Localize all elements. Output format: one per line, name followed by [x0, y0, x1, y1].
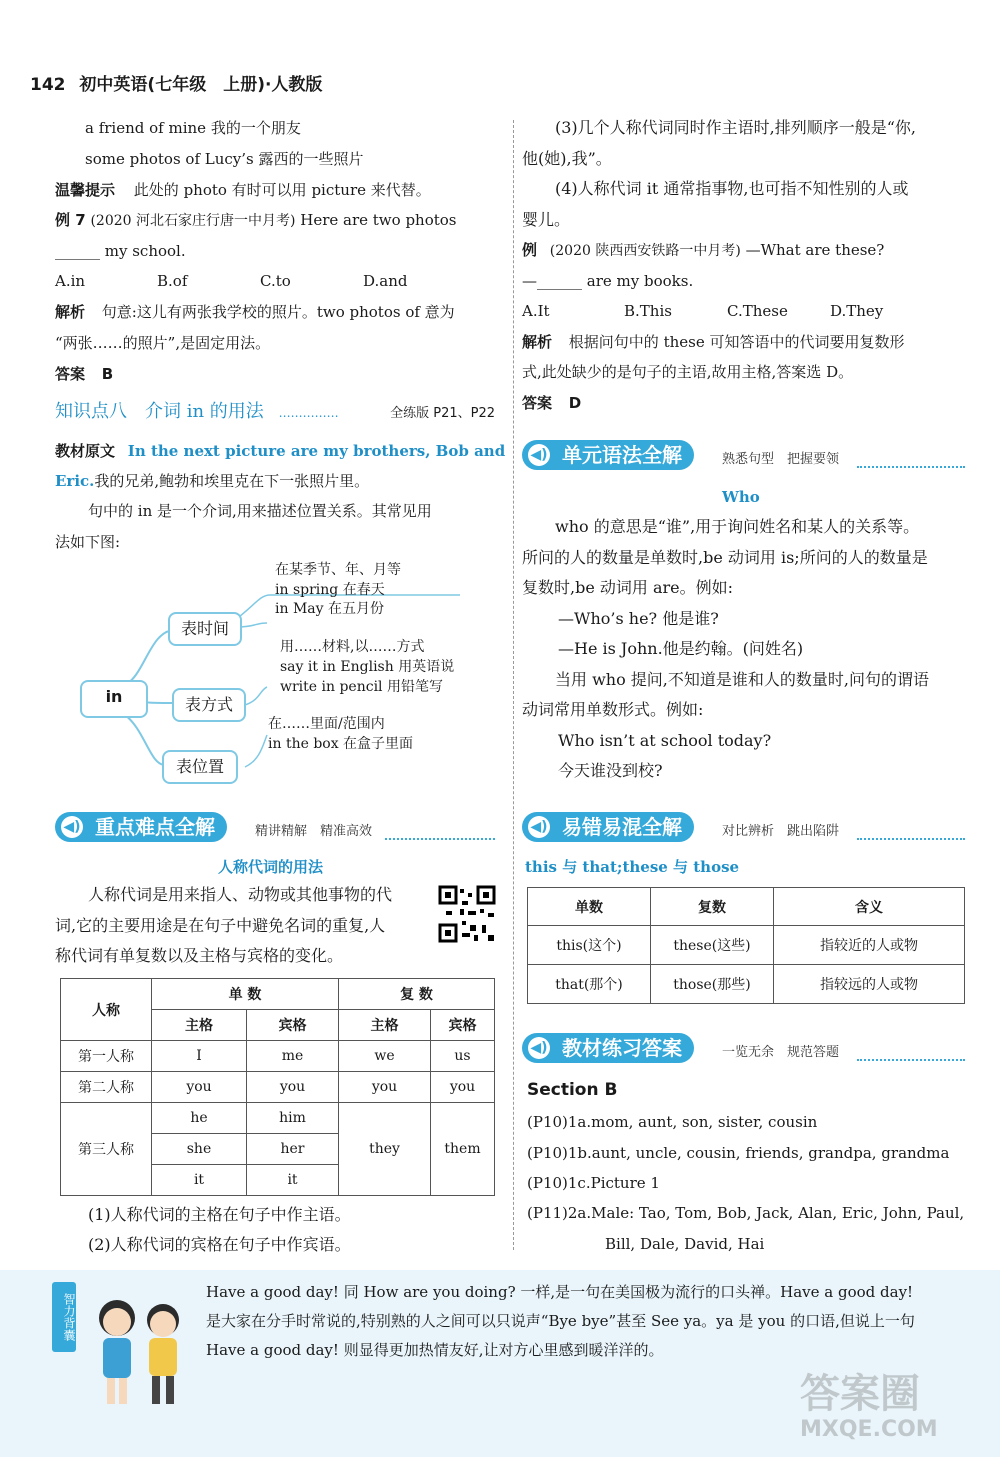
paragraph: 当用 who 提问,不知道是谁和人的数量时,问句的谓语 [555, 670, 929, 689]
watermark-url: MXQE.COM [800, 1417, 938, 1442]
knowledge-point-title: 知识点八 介词 in 的用法 [55, 401, 264, 422]
banner-title: 重点难点全解 [95, 815, 215, 839]
watermark [800, 1372, 990, 1452]
option: A.in [55, 272, 86, 290]
analysis-text-2: “两张……的照片”,是固定用法。 [55, 334, 271, 352]
option: C.These [727, 302, 788, 320]
mindmap-detail: say it in English 用英语说 [280, 659, 455, 675]
table-cell: you [247, 1072, 339, 1103]
table-cell: that(那个) [528, 965, 651, 1004]
tip-text: 此处的 photo 有时可以用 picture 来代替。 [133, 181, 431, 199]
textbook-chinese: 我的兄弟,鲍勃和埃里克在下一张照片里。 [94, 472, 370, 490]
paragraph: 复数时,be 动词用 are。例如: [522, 578, 734, 597]
note-line: (1)人称代词的主格在句子中作主语。 [88, 1205, 351, 1224]
table-row [528, 965, 965, 1004]
table-header: 人称 [61, 979, 152, 1041]
textbook-english-2: Eric. [55, 472, 95, 490]
mindmap-detail: write in pencil 用铅笔写 [280, 679, 443, 695]
table-header: 主格 [152, 1010, 247, 1041]
table-row [61, 1072, 495, 1103]
banner-dots [385, 838, 495, 840]
analysis-label: 解析 [522, 333, 553, 351]
table-cell: she [152, 1134, 247, 1165]
example-source: (2020 陕西西安铁路一中月考) [549, 243, 741, 259]
paragraph: 动词常用单数形式。例如: [522, 700, 704, 719]
table-cell: you [431, 1072, 495, 1103]
paragraph: 所问的人的数量是单数时,be 动词用 is;所问的人的数量是 [522, 548, 928, 567]
table-row [61, 1041, 495, 1072]
analysis-text: 根据问句中的 these 可知答语中的代词要用复数形 [568, 333, 905, 351]
table-row [528, 926, 965, 965]
example-question-2: —______ are my books. [522, 272, 694, 290]
answer-item: (P11)2a.Male: Tao, Tom, Bob, Jack, Alan, Eric, John, Paul, [527, 1204, 965, 1222]
note-line: (3)几个人称代词同时作主语时,排列顺序一般是“你, [555, 118, 917, 137]
example-question: —What are these? [745, 241, 885, 259]
mindmap-branch-place: 表位置 [162, 750, 238, 784]
banner-pill [522, 1033, 694, 1063]
mindmap-center: in [80, 680, 148, 718]
mindmap-detail: in May 在五月份 [275, 601, 384, 617]
watermark-text: 答案圈 [800, 1371, 920, 1417]
table-header: 单 数 [152, 979, 339, 1010]
option: D.and [363, 272, 408, 290]
option: D.They [830, 302, 884, 320]
table-cell: me [247, 1041, 339, 1072]
answer-value: D [568, 394, 582, 412]
option: B.of [157, 272, 188, 290]
table-cell: I [152, 1041, 247, 1072]
banner-title: 教材练习答案 [562, 1036, 682, 1060]
dots: …………… [278, 406, 339, 420]
table-header: 宾格 [431, 1010, 495, 1041]
reference: 全练版 P21、P22 [390, 406, 495, 421]
example-label: 例 [522, 241, 538, 259]
section-subtitle: this 与 that;these 与 those [525, 858, 740, 876]
note-line: 他(她),我”。 [522, 149, 612, 168]
textbook-label: 教材原文 [55, 442, 116, 460]
section-subtitle: Who [722, 488, 760, 506]
megaphone-icon: ◀) [61, 816, 83, 838]
mindmap-branch-time: 表时间 [168, 612, 242, 646]
example-source: (2020 河北石家庄行唐一中月考) [90, 213, 296, 229]
section-subtitle: 人称代词的用法 [218, 858, 324, 876]
example-question-2: ______ my school. [55, 242, 186, 260]
page-number: 142 [30, 75, 66, 95]
megaphone-icon: ◀) [528, 1037, 550, 1059]
table-cell: they [339, 1103, 431, 1196]
answer-line [55, 364, 113, 384]
table-cell: those(那些) [651, 965, 774, 1004]
textbook-line [55, 441, 505, 461]
unit-grammar-banner [522, 440, 967, 470]
example-sentence: 今天谁没到校? [558, 761, 663, 780]
tip-line [55, 180, 431, 200]
paragraph: 句中的 in 是一个介词,用来描述位置关系。其常见用 [88, 502, 432, 520]
answer-label: 答案 [522, 394, 553, 412]
table-header: 宾格 [247, 1010, 339, 1041]
example-line [55, 210, 457, 231]
key-points-banner [55, 812, 495, 842]
option: A.It [522, 302, 550, 320]
table-cell: you [339, 1072, 431, 1103]
example-question: Here are two photos [300, 211, 457, 229]
mindmap-detail: 用……材料,以……方式 [280, 639, 425, 655]
note-line: 婴儿。 [522, 210, 571, 229]
answer-value: B [101, 365, 114, 383]
tip-line: Have a good day! 则显得更加热情友好,让对方心里感到暖洋洋的。 [206, 1341, 664, 1359]
phrase-line: a friend of mine 我的一个朋友 [85, 119, 301, 137]
example-sentence: —Who’s he? 他是谁? [558, 609, 719, 628]
answer-item: Bill, Dale, David, Hai [605, 1235, 765, 1253]
mindmap-detail: 在某季节、年、月等 [275, 562, 401, 578]
answer-item: (P10)1a.mom, aunt, son, sister, cousin [527, 1113, 818, 1131]
analysis-text: 句意:这儿有两张我学校的照片。two photos of 意为 [101, 303, 455, 321]
table-cell: we [339, 1041, 431, 1072]
megaphone-icon: ◀) [528, 816, 550, 838]
banner-dots [857, 838, 965, 840]
example-sentence: —He is John.他是约翰。(问姓名) [558, 639, 804, 658]
textbook-answers-banner [522, 1033, 967, 1063]
book-title: 初中英语(七年级 上册)·人教版 [79, 75, 323, 95]
tip-line: Have a good day! 同 How are you doing? 一样,是一句在美国极为流行的口头禅。Have a good day! [206, 1283, 914, 1301]
analysis-line [55, 302, 455, 322]
confusing-points-banner [522, 812, 967, 842]
option: B.This [624, 302, 672, 320]
table-cell: her [247, 1134, 339, 1165]
table-row [61, 1103, 495, 1134]
table-cell: these(这些) [651, 926, 774, 965]
page-header [30, 70, 322, 95]
mindmap-detail: in spring 在春天 [275, 582, 385, 598]
children-illustration [85, 1290, 195, 1415]
banner-pill [522, 812, 694, 842]
table-cell: 指较近的人或物 [774, 926, 965, 965]
note-line: (2)人称代词的宾格在句子中作宾语。 [88, 1235, 351, 1254]
section-heading: Section B [527, 1080, 618, 1100]
megaphone-icon: ◀) [528, 444, 550, 466]
answer-label: 答案 [55, 365, 86, 383]
paragraph: 人称代词是用来指人、动物或其他事物的代 [88, 885, 393, 904]
example-sentence: Who isn’t at school today? [558, 731, 772, 750]
this-that-table [527, 887, 965, 1004]
textbook-english: In the next picture are my brothers, Bob and [127, 442, 506, 460]
table-header: 单数 [528, 888, 651, 926]
table-cell: him [247, 1103, 339, 1134]
banner-title: 易错易混全解 [562, 815, 682, 839]
answer-line [522, 393, 581, 413]
table-header: 主格 [339, 1010, 431, 1041]
analysis-text-2: 式,此处缺少的是句子的主语,故用主格,答案选 D。 [522, 363, 854, 381]
answer-item: (P10)1b.aunt, uncle, cousin, friends, grandpa, grandma [527, 1144, 950, 1162]
qr-code-icon [438, 885, 496, 943]
column-divider [513, 120, 514, 1250]
paragraph: 词,它的主要用途是在句子中避免名词的重复,人 [55, 916, 386, 935]
banner-tag: 熟悉句型 把握要领 [722, 452, 840, 467]
table-cell: he [152, 1103, 247, 1134]
paragraph: 称代词有单复数以及主格与宾格的变化。 [55, 946, 344, 965]
table-header: 复 数 [339, 979, 495, 1010]
banner-title: 单元语法全解 [562, 443, 682, 467]
banner-dots [857, 466, 965, 468]
banner-tag: 精讲精解 精准高效 [255, 824, 373, 839]
banner-dots [857, 1059, 965, 1061]
answer-item: (P10)1c.Picture 1 [527, 1174, 660, 1192]
banner-tag: 一览无余 规范答题 [722, 1045, 840, 1060]
table-cell: them [431, 1103, 495, 1196]
banner-pill [55, 812, 227, 842]
table-cell: 第三人称 [61, 1103, 152, 1196]
mindmap-branch-manner: 表方式 [172, 688, 246, 722]
banner-pill [522, 440, 694, 470]
tip-label: 智力背囊 [52, 1282, 76, 1352]
paragraph: 法如下图: [55, 533, 121, 551]
knowledge-point-heading [55, 402, 495, 428]
example-line [522, 240, 884, 261]
tip-label: 温馨提示 [55, 181, 116, 199]
pronoun-table [60, 978, 495, 1196]
table-cell: 第一人称 [61, 1041, 152, 1072]
table-cell: us [431, 1041, 495, 1072]
table-cell: it [152, 1165, 247, 1196]
table-cell: 指较远的人或物 [774, 965, 965, 1004]
mindmap-detail: 在……里面/范围内 [268, 716, 385, 732]
note-line: (4)人称代词 it 通常指事物,也可指不知性别的人或 [555, 179, 909, 198]
table-header: 复数 [651, 888, 774, 926]
phrase-line: some photos of Lucy’s 露西的一些照片 [85, 150, 364, 168]
table-header: 含义 [774, 888, 965, 926]
example-label: 例 7 [55, 211, 86, 229]
paragraph: who 的意思是“谁”,用于询问姓名和某人的关系等。 [555, 517, 920, 536]
table-cell: 第二人称 [61, 1072, 152, 1103]
tip-line: 是大家在分手时常说的,特别熟的人之间可以只说声“Bye bye”甚至 See ya。ya 是 you 的口语,但说上一句 [206, 1312, 915, 1330]
mindmap-detail: in the box 在盒子里面 [268, 736, 414, 752]
textbook-line-2 [55, 471, 369, 491]
analysis-line [522, 332, 904, 352]
table-cell: you [152, 1072, 247, 1103]
table-cell: it [247, 1165, 339, 1196]
table-cell: this(这个) [528, 926, 651, 965]
option: C.to [260, 272, 291, 290]
analysis-label: 解析 [55, 303, 86, 321]
banner-tag: 对比辨析 跳出陷阱 [722, 824, 840, 839]
